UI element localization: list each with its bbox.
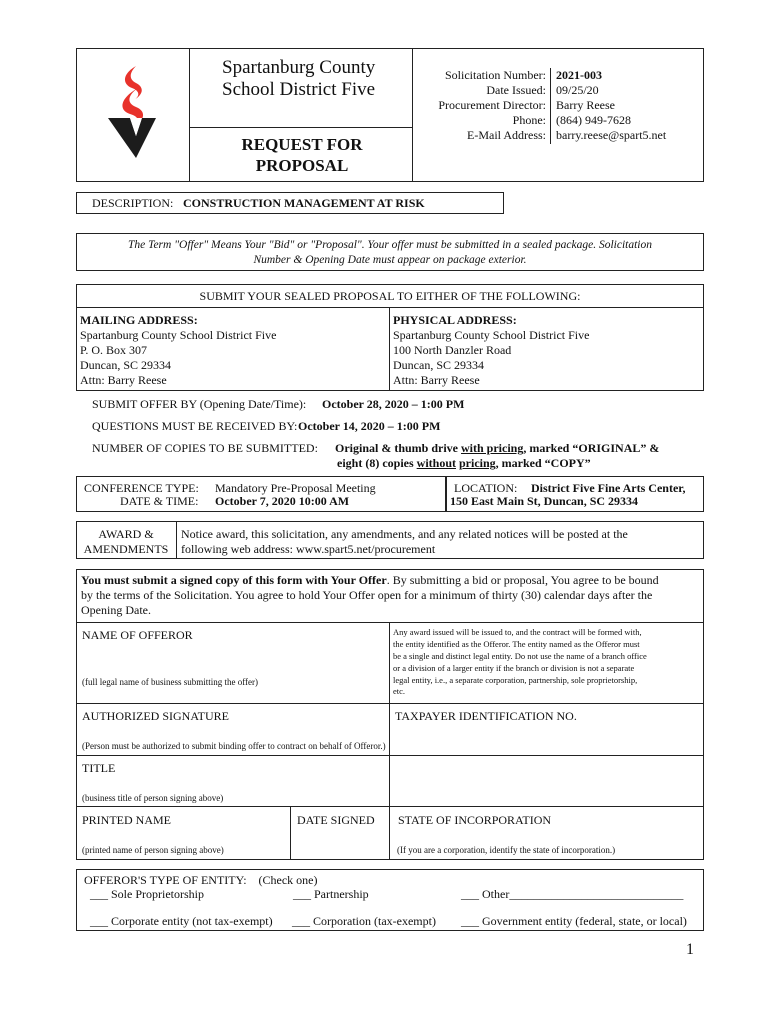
printed-name-hint: (printed name of person signing above): [82, 845, 224, 855]
entity-option-corporate-entity[interactable]: ___ Corporate entity (not tax-exempt): [90, 914, 273, 928]
sig-hline-3: [76, 755, 704, 756]
submit-heading-divider: [76, 307, 704, 308]
award-divider: [176, 521, 177, 559]
taxpayer-id-label: TAXPAYER IDENTIFICATION NO.: [395, 709, 577, 723]
authorized-signature-hint: (Person must be authorized to submit binding offer to contract on behalf of Offeror.): [82, 741, 386, 751]
date-issued-value: 09/25/20: [556, 83, 599, 97]
authorized-signature-label: AUTHORIZED SIGNATURE: [82, 709, 229, 723]
header-divider-2: [412, 48, 413, 182]
offer-by-label: SUBMIT OFFER BY (Opening Date/Time):: [92, 397, 307, 411]
conference-location-value2: 150 East Main St, Duncan, SC 29334: [450, 494, 639, 508]
doc-title-line2: PROPOSAL: [255, 156, 349, 175]
award-note-line: legal entity, i.e., a separate corporation, partnership, sole proprietorship,: [393, 674, 638, 685]
signature-intro-rest: . By submitting a bid or proposal, You agree to be bound: [386, 573, 659, 587]
header-divider-3: [189, 127, 412, 128]
header-divider-1: [189, 48, 190, 182]
printed-name-label: PRINTED NAME: [82, 813, 171, 827]
award-label-line1: AWARD &: [98, 527, 154, 541]
entity-option-corporation-tax-exempt[interactable]: ___ Corporation (tax-exempt): [292, 914, 436, 928]
award-note-line: Any award issued will be issued to, and the contract will be formed with,: [393, 627, 642, 637]
physical-line2: 100 North Danzler Road: [393, 343, 512, 357]
printed-name-field[interactable]: [80, 828, 285, 842]
district-logo: [100, 58, 170, 168]
award-note-line: be a single and distinct legal entity. Do not use the name of a branch office: [393, 650, 647, 661]
physical-address-title: PHYSICAL ADDRESS:: [393, 313, 517, 327]
copies-label: NUMBER OF COPIES TO BE SUBMITTED:: [92, 441, 318, 455]
mailing-address: [80, 313, 276, 388]
page-number: 1: [686, 941, 694, 958]
mailing-line4: Attn: Barry Reese: [80, 373, 167, 387]
phone-label: Phone:: [512, 113, 546, 127]
state-incorporation-hint: (If you are a corporation, identify the state of incorporation.): [397, 845, 616, 855]
physical-line4: Attn: Barry Reese: [393, 373, 480, 387]
state-incorporation-label: STATE OF INCORPORATION: [398, 813, 552, 827]
mailing-line1: Spartanburg County School District Five: [80, 328, 277, 342]
questions-value: October 14, 2020 – 1:00 PM: [298, 419, 441, 433]
entity-type-heading: OFFEROR'S TYPE OF ENTITY: (Check one): [84, 873, 318, 887]
questions-label: QUESTIONS MUST BE RECEIVED BY:: [92, 419, 298, 433]
submit-heading: SUBMIT YOUR SEALED PROPOSAL TO EITHER OF THE FOLLOWING:: [199, 289, 581, 303]
solicitation-number-label: Solicitation Number:: [445, 68, 546, 82]
conference-type-label: CONFERENCE TYPE:: [84, 481, 199, 495]
date-signed-label: DATE SIGNED: [297, 813, 375, 827]
conference-datetime-label: DATE & TIME:: [120, 494, 199, 508]
copies-value-line1: Original & thumb drive with pricing, marked “ORIGINAL” &: [335, 441, 660, 455]
mailing-address-title: MAILING ADDRESS:: [80, 313, 198, 327]
physical-line3: Duncan, SC 29334: [393, 358, 484, 372]
date-signed-field[interactable]: [294, 830, 385, 854]
award-text-line2: following web address: www.spart5.net/procurement: [181, 542, 436, 556]
entity-option-government-entity[interactable]: ___ Government entity (federal, state, or local): [461, 914, 687, 928]
signature-intro-line2: by the terms of the Solicitation. You agree to hold Your Offer open for a minimum of thirty (30) calendar days after the: [81, 588, 653, 602]
solicitation-number-value: 2021-003: [556, 68, 602, 82]
offeror-name-field[interactable]: [80, 645, 385, 675]
offer-notice-line1: The Term "Offer" Means Your "Bid" or "Proposal". Your offer must be submitted in a sealed package. Solicitation: [127, 239, 652, 251]
sig-vline-main: [389, 622, 390, 860]
title-hint: (business title of person signing above): [82, 793, 224, 803]
address-divider: [389, 307, 390, 391]
conference-datetime-value: October 7, 2020 10:00 AM: [215, 494, 350, 508]
signature-intro: [81, 573, 701, 618]
sig-hline-2: [76, 703, 704, 704]
award-note-line: or a division of a larger entity if the branch or division is not a separate: [393, 662, 635, 673]
phone-value: (864) 949-7628: [556, 113, 631, 127]
mailing-line3: Duncan, SC 29334: [80, 358, 171, 372]
entity-option-sole-proprietorship[interactable]: ___ Sole Proprietorship: [90, 887, 204, 901]
conference-location-label: LOCATION:: [454, 481, 518, 495]
offeror-name-label: NAME OF OFFEROR: [82, 628, 193, 642]
physical-address: [393, 313, 589, 388]
offer-notice-line2: Number & Opening Date must appear on package exterior.: [253, 254, 527, 266]
award-label-line2: AMENDMENTS: [83, 542, 169, 556]
description-label: DESCRIPTION:: [92, 196, 174, 210]
offeror-name-hint: (full legal name of business submitting the offer): [82, 677, 259, 687]
award-text-line1: Notice award, this solicitation, any amendments, and any related notices will be posted at the: [181, 527, 628, 541]
org-name-line2: School District Five: [222, 79, 376, 100]
email-value: barry.reese@spart5.net: [556, 128, 667, 142]
entity-option-other[interactable]: ___ Other_____________________________: [461, 887, 684, 901]
entity-option-partnership[interactable]: ___ Partnership: [293, 887, 369, 901]
title-field[interactable]: [80, 776, 385, 790]
conference-location-value1: District Five Fine Arts Center,: [531, 481, 686, 495]
procurement-director-label: Procurement Director:: [438, 98, 546, 112]
authorized-signature-field[interactable]: [80, 724, 385, 738]
taxpayer-id-field[interactable]: [393, 726, 698, 750]
title-label: TITLE: [82, 761, 116, 775]
award-note-line: etc.: [393, 686, 406, 697]
mailing-line2: P. O. Box 307: [80, 343, 148, 357]
date-issued-label: Date Issued:: [486, 83, 546, 97]
sig-hline-4: [76, 806, 704, 807]
email-label: E-Mail Address:: [467, 128, 546, 142]
procurement-director-value: Barry Reese: [556, 98, 615, 112]
award-note-line: the entity identified as the Offeror. The entity named as the Offeror must: [393, 638, 640, 649]
sig-vline-date: [290, 806, 291, 860]
award-entity-note: [393, 627, 701, 698]
physical-line1: Spartanburg County School District Five: [393, 328, 590, 342]
signature-intro-line3: Opening Date.: [81, 603, 151, 617]
signature-intro-bold: You must submit a signed copy of this form with Your Offer: [81, 573, 387, 587]
offer-by-value: October 28, 2020 – 1:00 PM: [322, 397, 465, 411]
copies-value-line2: eight (8) copies without pricing, marked “COPY”: [337, 456, 591, 470]
doc-title-line1: REQUEST FOR: [241, 135, 363, 154]
description-value: CONSTRUCTION MANAGEMENT AT RISK: [183, 196, 425, 210]
org-name-line1: Spartanburg County: [222, 57, 376, 78]
sig-hline-1: [76, 622, 704, 623]
conference-type-value: Mandatory Pre-Proposal Meeting: [215, 481, 376, 495]
state-incorporation-field[interactable]: [393, 828, 698, 842]
